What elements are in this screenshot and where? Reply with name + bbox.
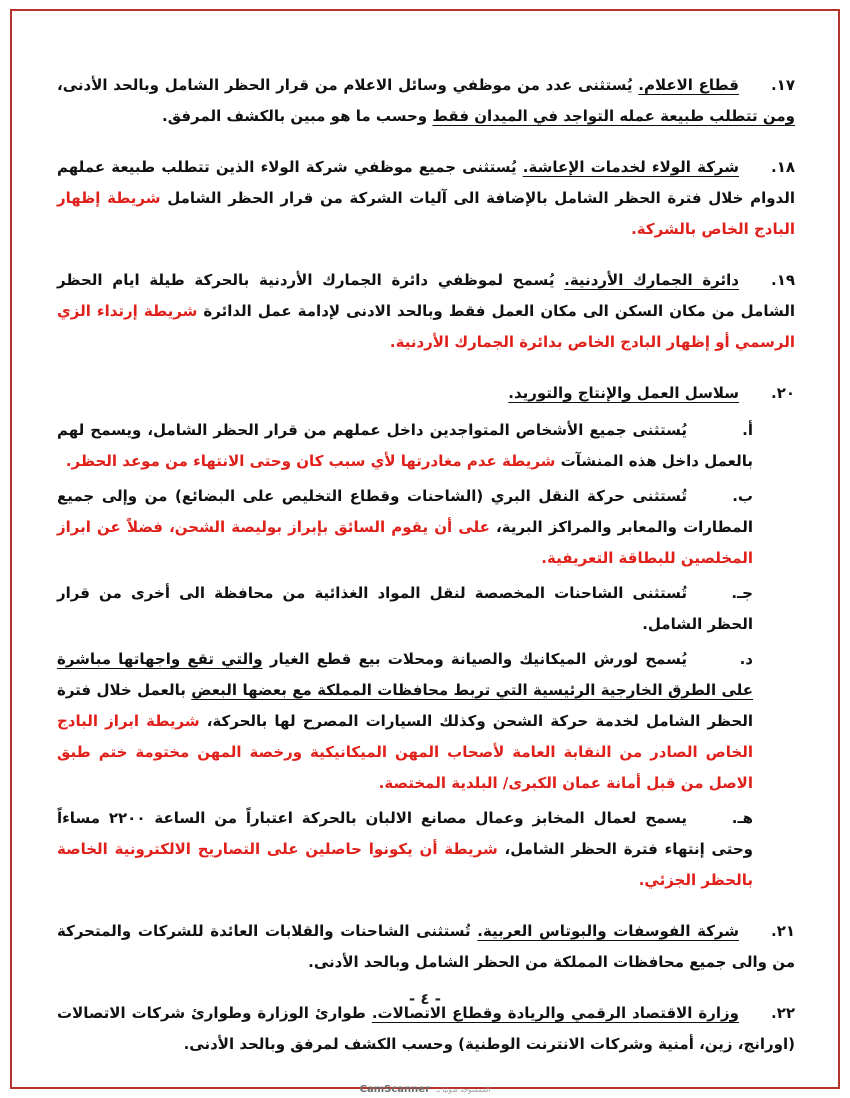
item-number: ٢٢. [771, 1004, 796, 1022]
item-number: ١٩. [771, 271, 796, 289]
list-item-17 [57, 70, 795, 132]
item-text-red: شريطة ابراز البادج الخاص الصادر من النقابة العامة لأصحاب المهن الميكانيكية ورخصة المهن مختومة ختم طبق الاصل من قبل أمانة عمان الكبرى/ البلدية المختصة. [57, 712, 753, 792]
sub-item-marker: د. [739, 650, 753, 668]
item-text-underlined: والتي تقع واجهاتها مباشرة على الطرق الخارجية الرئيسية التي تربط محافظات المملكة مع بعضها البعض [57, 650, 753, 699]
item-number: ٢٠. [770, 384, 795, 402]
list-item-21 [57, 916, 795, 978]
item-heading: سلاسل العمل والإنتاج والتوريد. [508, 384, 739, 402]
item-text-red: شريطة أن يكونوا حاصلين على التصاريح الالكترونية الخاصة بالحظر الجزئي. [57, 840, 753, 889]
item-text: يُستثنى جميع الأشخاص المتواجدين داخل عملهم من قرار الحظر الشامل، ويسمح لهم بالعمل داخل هذه المنشآت [57, 421, 753, 470]
item-text-red: شريطة عدم مغادرتها لأي سبب كان وحتى الانتهاء من موعد الحظر. [65, 452, 556, 470]
item-text: طوارئ الوزارة وطوارئ شركات الاتصالات (اورانج، زين، أمنية وشركات الانترنت الوطنية) وحسب الكشف لمرفق وبالحد الأدنى. [57, 1004, 795, 1053]
document-body [57, 70, 795, 1080]
item-heading: قطاع الاعلام. [638, 76, 739, 94]
item-heading: شركة الولاء لخدمات الإعاشة. [522, 158, 740, 176]
sub-item-h [57, 803, 753, 896]
sub-item-marker: هـ. [731, 809, 753, 827]
sub-item-d [57, 644, 753, 799]
item-heading: دائرة الجمارك الأردنية. [564, 271, 740, 289]
page-number: - ٤ - [408, 990, 442, 1008]
item-number: ٢١. [770, 922, 795, 940]
item-header-line [57, 378, 795, 409]
item-number: ١٧. [770, 76, 795, 94]
sub-item-marker: أ. [742, 421, 753, 439]
scanner-watermark-arabic: الممسوحة ضوئيا بـ [436, 1086, 491, 1094]
item-text: بالعمل خلال فترة الحظر الشامل لخدمة حركة الشحن وكذلك السيارات المصرح لها بالحركة، [57, 681, 753, 730]
sub-item-b [57, 481, 753, 574]
item-text-red: شريطة إظهار البادج الخاص بالشركة. [57, 189, 795, 238]
sub-item-j [57, 578, 753, 640]
item-text-red: شريطة إرتداء الزي الرسمي أو إظهار البادج الخاص بدائرة الجمارك الأردنية. [57, 302, 795, 351]
item-text: يُستثنى عدد من موظفي وسائل الاعلام من قرار الحظر الشامل وبالحد الأدنى، [57, 76, 639, 94]
item-heading: وزارة الاقتصاد الرقمي والريادة وقطاع الاتصالات. [371, 1004, 740, 1022]
sub-item-marker: جـ. [731, 584, 753, 602]
list-item-19 [57, 265, 795, 358]
item-text: تُستثنى حركة النقل البري (الشاحنات وقطاع التخليص على البضائع) من وإلى جميع المطارات والمعابر والمراكز البرية، [57, 487, 753, 536]
list-item-20 [57, 378, 795, 896]
item-text: يُسمح لموظفي دائرة الجمارك الأردنية بالحركة طيلة ايام الحظر الشامل من مكان السكن الى مكان العمل فقط وبالحد الادنى لإدامة عمل الدائرة [57, 271, 795, 320]
sub-item-marker: ب. [732, 487, 753, 505]
camscanner-logo-text: CamScanner [359, 1084, 431, 1095]
list-item-18 [57, 152, 795, 245]
scanner-watermark [0, 1084, 850, 1095]
item-text: تُستثنى الشاحنات المخصصة لنقل المواد الغذائية من محافظة الى أخرى من قرار الحظر الشامل. [57, 584, 753, 633]
item-text: يسمح لعمال المخابز وعمال مصانع الالبان بالحركة اعتباراً من الساعة ٢٢٠٠ مساءاً وحتى إنتهاء فترة الحظر الشامل، [57, 809, 753, 858]
sub-item-a [57, 415, 753, 477]
item-heading: شركة الفوسفات والبوتاس العربية. [477, 922, 739, 940]
item-text: وحسب ما هو مبين بالكشف المرفق. [162, 107, 433, 125]
item-text: يُستثنى جميع موظفي شركة الولاء الذين تتطلب طبيعة عملهم الدوام خلال فترة الحظر الشامل بالإضافة الى آليات الشركة من قرار الحظر الشامل [57, 158, 795, 207]
item-text-underlined: ومن تتطلب طبيعة عمله التواجد في الميدان فقط [432, 107, 795, 125]
item-number: ١٨. [771, 158, 796, 176]
item-text: تُستثنى الشاحنات والقلابات العائدة للشركات والمتحركة من والى جميع محافظات المملكة من الحظر الشامل وبالحد الأدنى. [57, 922, 795, 971]
item-text: يُسمح لورش الميكانيك والصيانة ومحلات بيع قطع الغيار [262, 650, 687, 668]
item-text-red: على أن يقوم السائق بإبراز بوليصة الشحن، فضلاً عن ابراز المخلصين للبطاقة التعريفية. [57, 518, 753, 567]
